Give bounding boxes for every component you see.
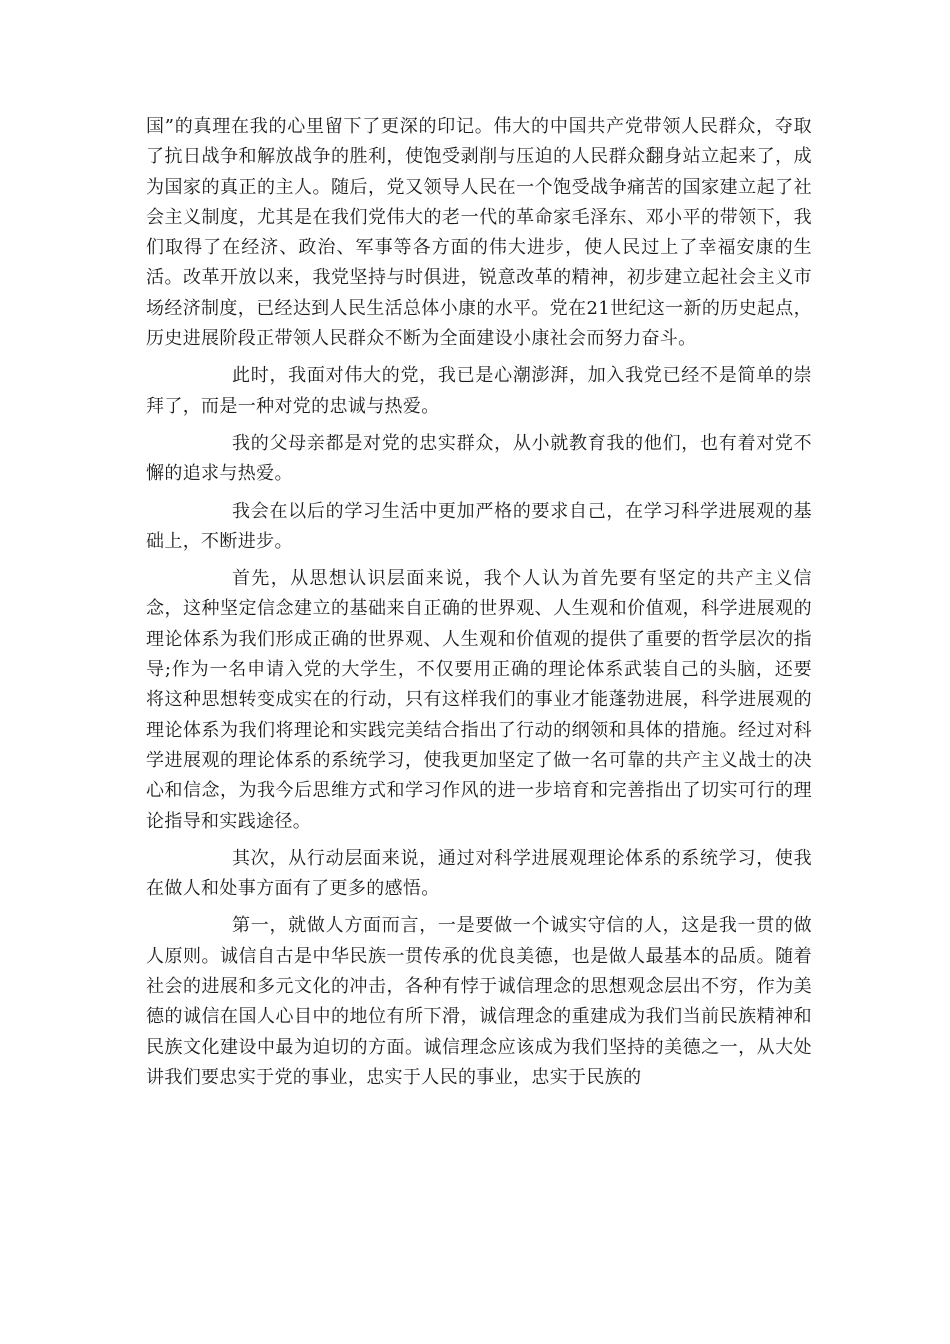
paragraph-3: 我的父母亲都是对党的忠实群众，从小就教育我的他们，也有着对党不懈的追求与热爱。 xyxy=(146,432,812,485)
paragraph-7: 第一，就做人方面而言，一是要做一个诚实守信的人，这是我一贯的做人原则。诚信自古是中华民族一贯传承的优良美德，也是做人最基本的品质。随着社会的进展和多元文化的冲击，各种有悖于诚信理念的思想观念层出不穷，作为美德的诚信在国人心目中的地位有所下滑，诚信理念的重建成为我们当前民族精神和民族文化建设中最为迫切的方面。诚信理念应该成为我们坚持的美德之一，从大处讲我们要忠实于党的事业，忠实于人民的事业，忠实于民族的 xyxy=(146,915,812,1088)
paragraph-4: 我会在以后的学习生活中更加严格的要求自己，在学习科学进展观的基础上，不断进步。 xyxy=(146,500,812,552)
paragraph-5: 首先，从思想认识层面来说，我个人认为首先要有坚定的共产主义信念，这种坚定信念建立的基础来自正确的世界观、人生观和价值观，科学进展观的理论体系为我们形成正确的世界观、人生观和价值观的提供了重要的哲学层次的指导;作为一名申请入党的大学生，不仅要用正确的理论体系武装自己的头脑，还要将这种思想转变成实在的行动，只有这样我们的事业才能蓬勃进展，科学进展观的理论体系为我们将理论和实践完美结合指出了行动的纲领和具体的措施。经过对科学进展观的理论体系的系统学习，使我更加坚定了做一名可靠的共产主义战士的决心和信念，为我今后思维方式和学习作风的进一步培育和完善指出了切实可行的理论指导和实践途径。 xyxy=(146,568,812,832)
document-page xyxy=(146,112,812,1093)
paragraph-2: 此时，我面对伟大的党，我已是心潮澎湃，加入我党已经不是简单的崇拜了，而是一种对党的忠诚与热爱。 xyxy=(146,365,812,417)
paragraph-1: 国”的真理在我的心里留下了更深的印记。伟大的中国共产党带领人民群众，夺取了抗日战争和解放战争的胜利，使饱受剥削与压迫的人民群众翻身站立起来了，成为国家的真正的主人。随后，党又领导人民在一个饱受战争痛苦的国家建立起了社会主义制度，尤其是在我们党伟大的老一代的革命家毛泽东、邓小平的带领下，我们取得了在经济、政治、军事等各方面的伟大进步，使人民过上了幸福安康的生活。改革开放以来，我党坚持与时俱进，锐意改革的精神，初步建立起社会主义市场经济制度，已经达到人民生活总体小康的水平。党在21世纪这一新的历史起点，历史进展阶段正带领人民群众不断为全面建设小康社会而努力奋斗。 xyxy=(146,116,812,350)
paragraph-6: 其次，从行动层面来说，通过对科学进展观理论体系的系统学习，使我在做人和处事方面有了更多的感悟。 xyxy=(146,847,812,900)
